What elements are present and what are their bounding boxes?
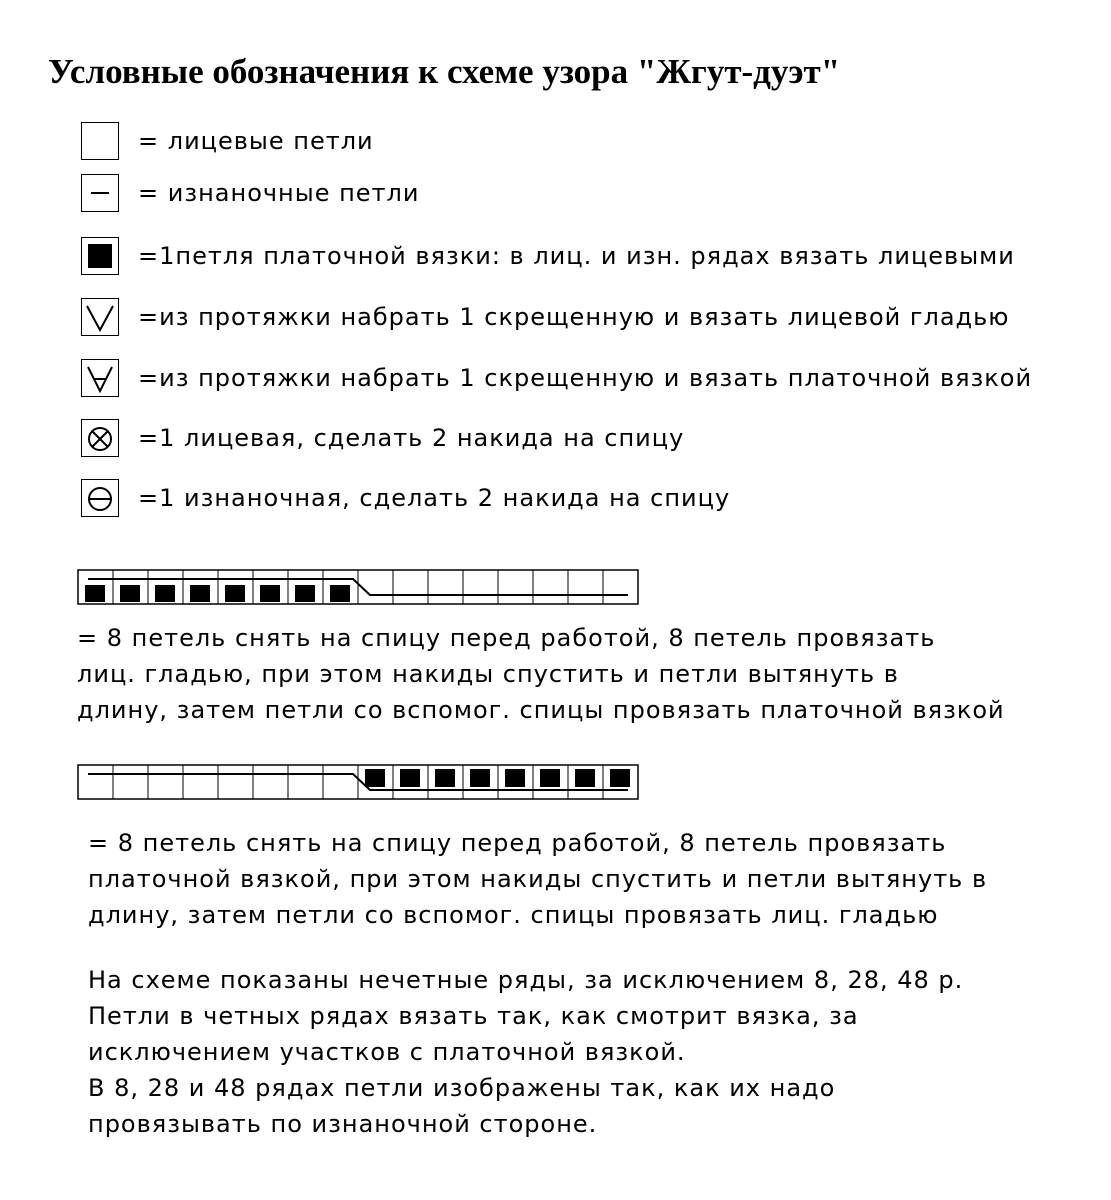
filled-stitch xyxy=(470,769,490,787)
filled-square-icon xyxy=(81,237,119,275)
filled-stitch xyxy=(575,769,595,787)
legend-text: =1 изнаночная, сделать 2 накида на спицу xyxy=(138,484,731,512)
description-line: платочной вязкой, при этом накиды спустить и петли вытянуть в xyxy=(88,865,988,893)
v-icon xyxy=(81,298,119,336)
filled-stitch xyxy=(225,585,245,602)
filled-stitch xyxy=(330,585,350,602)
note-line: провязывать по изнаночной стороне. xyxy=(88,1110,598,1138)
description-line: = 8 петель снять на спицу перед работой, 8 петель провязать xyxy=(88,829,947,857)
description-line: длину, затем петли со вспомог. спицы провязать платочной вязкой xyxy=(77,696,1005,724)
note-line: На схеме показаны нечетные ряды, за исключением 8, 28, 48 р. xyxy=(88,966,964,994)
circle-minus-icon xyxy=(81,479,119,517)
filled-stitch xyxy=(400,769,420,787)
cable-right-description xyxy=(88,825,987,933)
filled-stitch xyxy=(190,585,210,602)
filled-stitch xyxy=(120,585,140,602)
legend-text: =из протяжки набрать 1 скрещенную и вязать платочной вязкой xyxy=(138,364,1033,392)
description-line: длину, затем петли со вспомог. спицы провязать лиц. гладью xyxy=(88,901,939,929)
cable-left-description xyxy=(77,620,1005,728)
legend-text: =из протяжки набрать 1 скрещенную и вязать лицевой гладью xyxy=(138,303,1010,331)
notes xyxy=(88,962,963,1142)
filled-stitch xyxy=(295,585,315,602)
filled-stitch xyxy=(155,585,175,602)
filled-stitch xyxy=(365,769,385,787)
filled-stitch xyxy=(435,769,455,787)
cable-left-diagram xyxy=(77,569,639,606)
note-line: Петли в четных рядах вязать так, как смотрит вязка, за xyxy=(88,1002,859,1030)
filled-stitch xyxy=(85,585,105,602)
legend-text: = изнаночные петли xyxy=(138,179,420,207)
page-title: Условные обозначения к схеме узора "Жгут-дуэт" xyxy=(48,52,841,91)
legend-text: = лицевые петли xyxy=(138,127,374,155)
description-line: лиц. гладью, при этом накиды спустить и петли вытянуть в xyxy=(77,660,899,688)
circle-x-icon xyxy=(81,419,119,457)
cable-right-diagram xyxy=(77,764,639,801)
legend-text: =1 лицевая, сделать 2 накида на спицу xyxy=(138,424,685,452)
filled-stitch xyxy=(260,585,280,602)
filled-stitch xyxy=(610,769,630,787)
empty-square-icon xyxy=(81,122,119,160)
dash-icon xyxy=(81,174,119,212)
filled-stitch xyxy=(505,769,525,787)
note-line: В 8, 28 и 48 рядах петли изображены так, как их надо xyxy=(88,1074,836,1102)
legend-text: =1петля платочной вязки: в лиц. и изн. рядах вязать лицевыми xyxy=(138,242,1015,270)
v-bar-icon xyxy=(81,359,119,397)
description-line: = 8 петель снять на спицу перед работой, 8 петель провязать xyxy=(77,624,936,652)
filled-stitch xyxy=(540,769,560,787)
note-line: исключением участков с платочной вязкой. xyxy=(88,1038,686,1066)
